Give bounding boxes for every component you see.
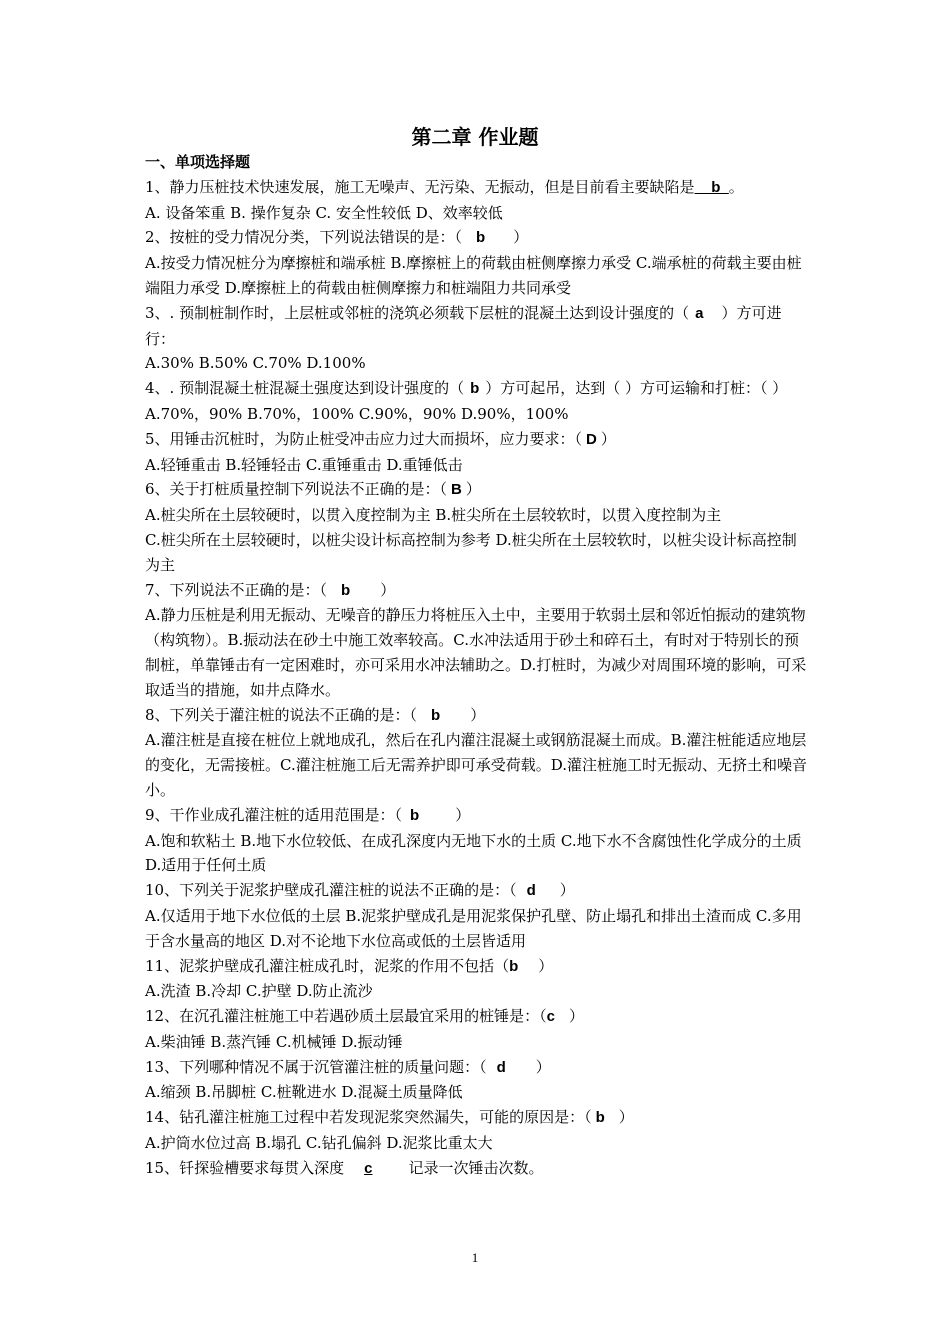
question-text: 8、下列关于灌注桩的说法不正确的是：（: [145, 705, 418, 724]
answer: __b_: [694, 178, 729, 196]
options-9: A.饱和软粘土 B.地下水位较低、在成孔深度内无地下水的土质 C.地下水不含腐蚀性化学成分的土质 D.适用于任何土质: [145, 831, 802, 875]
question-1: [145, 175, 808, 201]
page-number: 1: [471, 1250, 479, 1265]
options-4: A.70%，90% B.70%，100% C.90%，90% D.90%，100%: [145, 404, 569, 423]
document-body: [145, 150, 808, 1182]
question-text-end: ）: [513, 228, 529, 247]
options-6a: A.桩尖所在土层较硬时，以贯入度控制为主 B.桩尖所在土层较软时，以贯入度控制为主: [145, 506, 722, 525]
question-text: 11、泥浆护壁成孔灌注桩成孔时，泥浆的作用不包括（: [145, 956, 510, 975]
question-text-end: 记录一次锤击次数。: [408, 1158, 544, 1177]
question-5: [145, 427, 808, 453]
question-text-end: ）: [465, 480, 481, 499]
answer: b: [470, 380, 480, 398]
question-text: 4、. 预制混凝土桩混凝土强度达到设计强度的（: [145, 379, 465, 398]
question-6: [145, 477, 808, 503]
question-text: 5、用锤击沉桩时，为防止桩受冲击应力过大而损坏，应力要求：（: [145, 429, 583, 448]
answer: b: [410, 806, 420, 824]
question-2: [145, 225, 808, 251]
question-text: 10、下列关于泥浆护壁成孔灌注桩的说法不正确的是：（: [145, 881, 517, 900]
options-10: A.仅适用于地下水位低的土层 B.泥浆护壁成孔是用泥浆保护孔壁、防止塌孔和排出土渣而成 C.多用于含水量高的地区 D.对不论地下水位高或低的土层皆适用: [145, 906, 802, 950]
answer: b: [476, 229, 486, 247]
answer: b: [341, 581, 351, 599]
question-14: [145, 1105, 808, 1131]
question-text-end: ）: [618, 1108, 634, 1127]
question-text: 7、下列说法不正确的是：（: [145, 580, 328, 599]
question-10: [145, 878, 808, 904]
question-9: [145, 803, 808, 829]
question-12: [145, 1004, 808, 1030]
answer: b: [595, 1109, 605, 1127]
question-3: [145, 301, 808, 352]
question-text: 14、钻孔灌注桩施工过程中若发现泥浆突然漏失，可能的原因是：（: [145, 1108, 592, 1127]
options-14: A.护筒水位过高 B.塌孔 C.钻孔偏斜 D.泥浆比重太大: [145, 1134, 493, 1153]
question-15: [145, 1156, 808, 1182]
options-2: A.按受力情况桩分为摩擦桩和端承桩 B.摩擦桩上的荷载由桩侧摩擦力承受 C.端承桩的荷载主要由桩端阻力承受 D.摩擦桩上的荷载由桩侧摩擦力和桩端阻力共同承受: [145, 254, 802, 297]
page-title: 第二章 作业题: [411, 125, 539, 149]
options-11: A.洗渣 B.冷却 C.护壁 D.防止流沙: [145, 982, 373, 1001]
options-12: A.柴油锤 B.蒸汽锤 C.机械锤 D.振动锤: [145, 1032, 403, 1051]
question-text: 3、. 预制桩制作时，上层桩或邻桩的浇筑必须载下层桩的混凝土达到设计强度的（: [145, 303, 690, 322]
question-text: 13、下列哪种情况不属于沉管灌注桩的质量问题：（: [145, 1057, 487, 1076]
question-7: [145, 578, 808, 604]
answer: b: [431, 706, 441, 724]
question-13: [145, 1055, 808, 1081]
question-text-end: ）: [470, 705, 486, 724]
question-text-end: ）: [568, 1007, 584, 1026]
options-13: A.缩颈 B.吊脚桩 C.桩靴进水 D.混凝土质量降低: [145, 1083, 463, 1102]
answer: D: [586, 430, 597, 448]
section-heading: 一、单项选择题: [145, 153, 251, 171]
question-text: 1、静力压桩技术快速发展，施工无噪声、无污染、无振动，但是目前看主要缺陷是: [145, 177, 695, 196]
question-text-end: 。: [728, 177, 744, 196]
question-text-end: ）: [535, 1057, 551, 1076]
answer: B: [451, 481, 462, 499]
options-3: A.30% B.50% C.70% D.100%: [145, 354, 366, 373]
question-text: 6、关于打桩质量控制下列说法不正确的是：（: [145, 480, 448, 499]
question-text: 9、干作业成孔灌注桩的适用范围是：（: [145, 805, 403, 824]
question-text-end: ）方可进行：: [145, 303, 782, 348]
question-text-end: ）: [380, 580, 396, 599]
answer: d: [526, 882, 536, 900]
question-text: 2、按桩的受力情况分类，下列说法错误的是：（: [145, 228, 463, 247]
question-text-end: ）: [559, 881, 575, 900]
options-8: A.灌注桩是直接在桩位上就地成孔，然后在孔内灌注混凝土或钢筋混凝土而成。B.灌注桩能适应地层的变化，无需接桩。C.灌注桩施工后无需养护即可承受荷载。D.灌注桩施工时无振动、无挤土和噪音小。: [145, 731, 807, 799]
answer: c: [364, 1159, 373, 1177]
options-1: A. 设备笨重 B. 操作复杂 C. 安全性较低 D、效率较低: [145, 203, 503, 222]
question-text-end: ）: [455, 805, 471, 824]
answer: c: [546, 1008, 555, 1026]
question-4: [145, 376, 808, 402]
answer: b: [509, 957, 519, 975]
question-text-end: ）方可起吊，达到（ ）方可运输和打桩：（ ）: [485, 379, 788, 398]
options-6b: C.桩尖所在土层较硬时，以桩尖设计标高控制为参考 D.桩尖所在土层较软时，以桩尖设计标高控制为主: [145, 530, 797, 574]
question-text: 12、在沉孔灌注桩施工中若遇砂质土层最宜采用的桩锤是：（: [145, 1007, 547, 1026]
answer: a: [695, 304, 704, 322]
question-text-end: ）: [600, 429, 616, 448]
answer: d: [496, 1058, 506, 1076]
answer-blank: [352, 1159, 408, 1177]
question-text: 15、钎探验槽要求每贯入深度: [145, 1158, 345, 1177]
question-11: [145, 954, 808, 980]
options-7: A.静力压桩是利用无振动、无噪音的静压力将桩压入土中，主要用于软弱土层和邻近怕振动的建筑物（构筑物）。B.振动法在砂土中施工效率较高。C.水冲法适用于砂土和碎石土，有时对于特别长的预制桩，单靠锤击有一定困难时，亦可采用水冲法辅助之。D.打桩时，为减少对周围环境的影响，可采取适当的措施，如井点降水。: [145, 606, 807, 699]
question-text-end: ）: [538, 956, 554, 975]
question-8: [145, 703, 808, 729]
options-5: A.轻锤重击 B.轻锤轻击 C.重锤重击 D.重锤低击: [145, 455, 463, 474]
